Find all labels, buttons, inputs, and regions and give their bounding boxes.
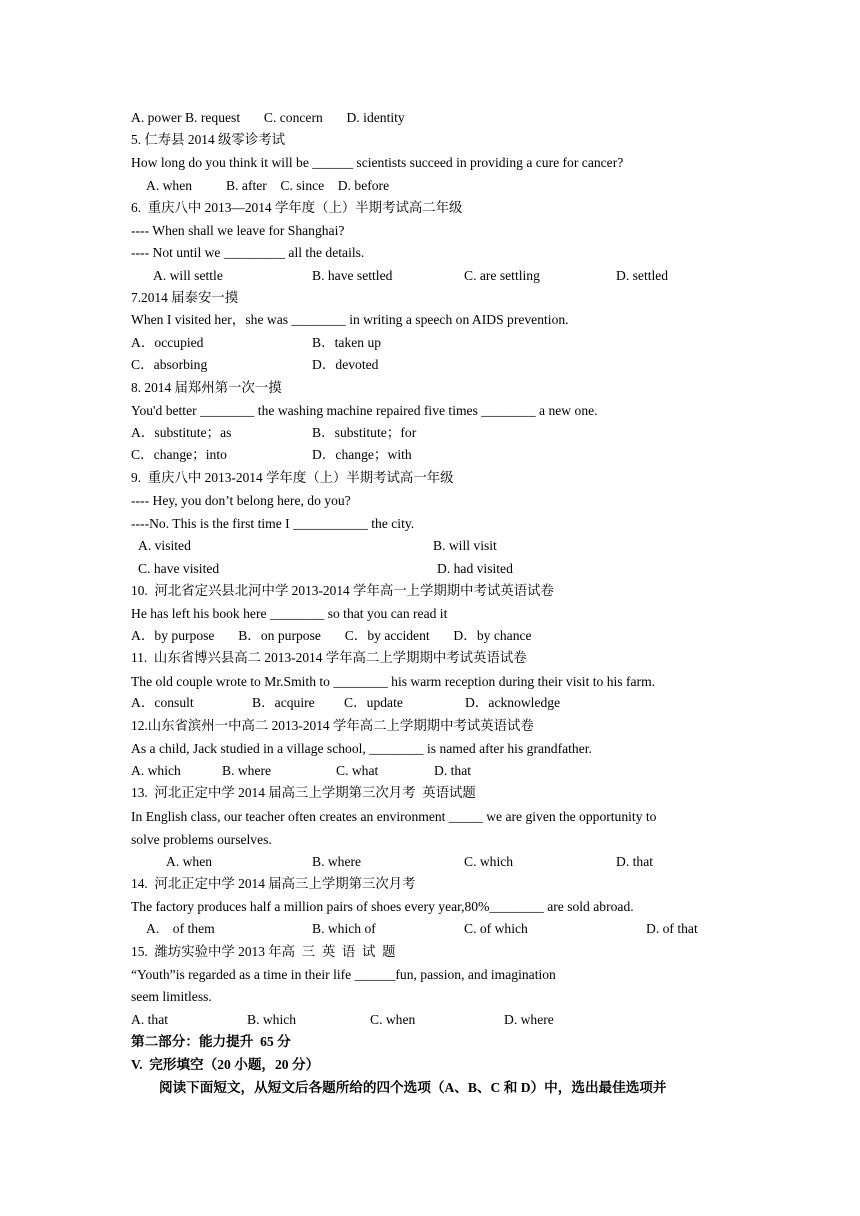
question-text: The factory produces half a million pairs of shoes every year,80%________ are sold abroad. [131,899,634,914]
option-d: D. that [616,854,653,869]
question-source: 7.2014 届泰安一摸 [131,290,239,305]
option-c: C．absorbing [131,357,208,372]
question-source: 10. 河北省定兴县北河中学 2013-2014 学年高一上学期期中考试英语试卷 [131,583,554,598]
option-b: B．taken up [312,335,382,350]
question-text: “Youth”is regarded as a time in their life ______fun, passion, and imagination [131,967,556,982]
option-d: D. of that [646,921,698,936]
option-c: C. which [464,854,514,869]
option-b: B．acquire [252,695,315,710]
option-c: C. of which [464,921,528,936]
option-a: A. when [166,854,213,869]
question-source: 14. 河北正定中学 2014 届高三上学期第三次月考 [131,876,416,891]
option-b: B. where [312,854,362,869]
option-d: D. settled [616,268,669,283]
options-line: A. power B. request C. concern D. identity [131,110,405,125]
option-b: B．substitute；for [312,425,417,440]
question-source: 11. 山东省博兴县高二 2013-2014 学年高二上学期期中考试英语试卷 [131,650,527,665]
option-c: C. when [370,1012,416,1027]
option-c: C. what [336,763,379,778]
option-d: D．devoted [312,357,379,372]
question-text: When I visited her，she was ________ in writing a speech on AIDS prevention. [131,312,569,327]
options-line: A．by purpose B．on purpose C．by accident D．by chance [131,628,532,643]
option-a: A．occupied [131,335,204,350]
section-heading: 第二部分：能力提升 65 分 [131,1034,291,1049]
question-source: 8. 2014 届郑州第一次一摸 [131,380,282,395]
question-source: 9. 重庆八中 2013-2014 学年度（上）半期考试高一年级 [131,470,454,485]
question-text: In English class, our teacher often creates an environment _____ we are given the opportunity to [131,809,657,824]
question-source: 6. 重庆八中 2013—2014 学年度（上）半期考试高二年级 [131,200,463,215]
option-a: A. that [131,1012,168,1027]
option-a: A．consult [131,695,194,710]
option-a: A．substitute；as [131,425,232,440]
question-text: ---- Not until we _________ all the details. [131,245,365,260]
question-text: ---- When shall we leave for Shanghai? [131,223,345,238]
option-b: B. which [247,1012,297,1027]
option-b: B. have settled [312,268,393,283]
option-a: A. will settle [153,268,223,283]
question-text: You'd better ________ the washing machine repaired five times ________ a new one. [131,403,598,418]
option-d: D. that [434,763,471,778]
question-text: seem limitless. [131,989,212,1004]
option-c: C. are settling [464,268,540,283]
option-d: D．acknowledge [465,695,561,710]
instructions-text: 阅读下面短文，从短文后各题所给的四个选项（A、B、C 和 D）中，选出最佳选项并 [159,1080,667,1095]
option-a: A. which [131,763,181,778]
question-text: ---- Hey, you don’t belong here, do you? [131,493,351,508]
option-a: A. of them [146,921,215,936]
question-text: solve problems ourselves. [131,832,272,847]
question-source: 12.山东省滨州一中高二 2013-2014 学年高二上学期期中考试英语试卷 [131,718,534,733]
option-d: D. where [504,1012,554,1027]
options-line: A. when B. after C. since D. before [146,178,390,193]
option-b: B. will visit [433,538,497,553]
question-text: ----No. This is the first time I ___________ the city. [131,516,415,531]
option-b: B. where [222,763,272,778]
question-text: He has left his book here ________ so that you can read it [131,606,448,621]
question-text: As a child, Jack studied in a village school, ________ is named after his grandfather. [131,741,592,756]
option-a: A. visited [138,538,191,553]
question-text: How long do you think it will be ______ scientists succeed in providing a cure for cancer? [131,155,624,170]
option-b: B. which of [312,921,376,936]
section-subheading: V. 完形填空（20 小题，20 分） [131,1057,320,1072]
question-source: 15. 潍坊实验中学 2013 年高 三 英 语 试 题 [131,944,396,959]
question-source: 13. 河北正定中学 2014 届高三上学期第三次月考 英语试题 [131,785,476,800]
option-d: D. had visited [437,561,513,576]
option-c: C. have visited [138,561,220,576]
option-d: D．change；with [312,447,412,462]
question-text: The old couple wrote to Mr.Smith to ________ his warm reception during their visit to his farm. [131,674,656,689]
option-c: C．update [344,695,403,710]
option-c: C．change；into [131,447,227,462]
question-source: 5. 仁寿县 2014 级零诊考试 [131,132,285,147]
